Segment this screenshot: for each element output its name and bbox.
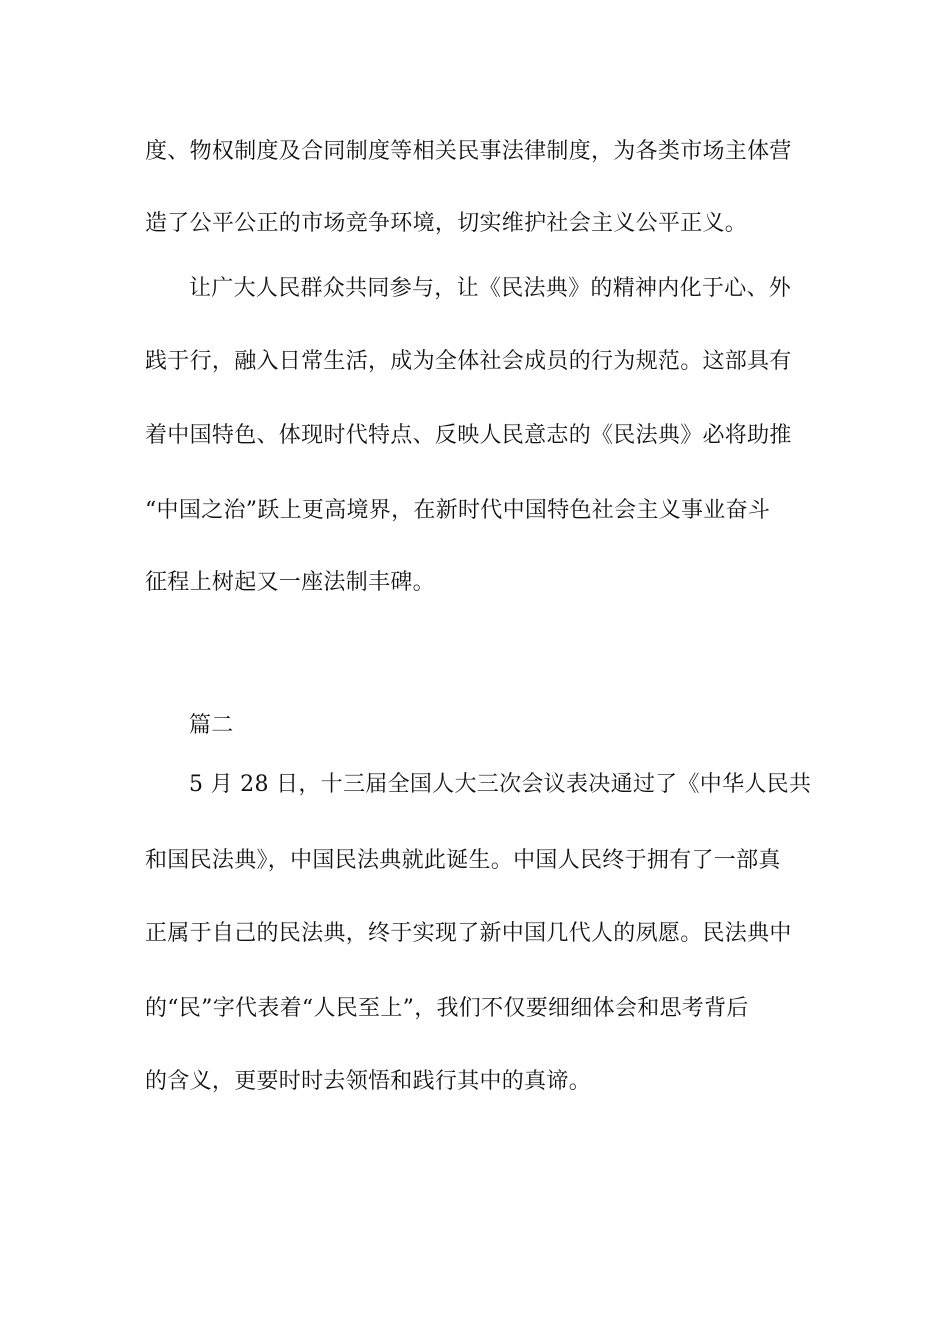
paragraph-line: 着中国特色、体现时代特点、反映人民意志的《民法典》必将助推 [145, 423, 792, 448]
paragraph-line: 践于行，融入日常生活，成为全体社会成员的行为规范。这部具有 [145, 349, 792, 374]
paragraph-line: 征程上树起又一座法制丰碑。 [145, 570, 435, 595]
paragraph-line: 度、物权制度及合同制度等相关民事法律制度，为各类市场主体营 [145, 139, 792, 164]
paragraph-line: 5 月 28 日，十三届全国人大三次会议表决通过了《中华人民共 [189, 772, 812, 797]
paragraph-line: 造了公平公正的市场竞争环境，切实维护社会主义公平正义。 [145, 211, 748, 236]
paragraph-line: “中国之治”跃上更高境界，在新时代中国特色社会主义事业奋斗 [145, 498, 771, 523]
paragraph-line: 和国民法典》，中国民法典就此诞生。中国人民终于拥有了一部真 [145, 848, 781, 873]
paragraph-line: 的含义，更要时时去领悟和践行其中的真谛。 [145, 1069, 592, 1094]
paragraph-line: 让广大人民群众共同参与，让《民法典》的精神内化于心、外 [189, 276, 792, 301]
paragraph-line: 正属于自己的民法典，终于实现了新中国几代人的夙愿。民法典中 [145, 921, 792, 946]
section-heading: 篇二 [189, 713, 234, 738]
paragraph-line: 的“民”字代表着“人民至上”，我们不仅要细细体会和思考背后 [145, 996, 749, 1021]
